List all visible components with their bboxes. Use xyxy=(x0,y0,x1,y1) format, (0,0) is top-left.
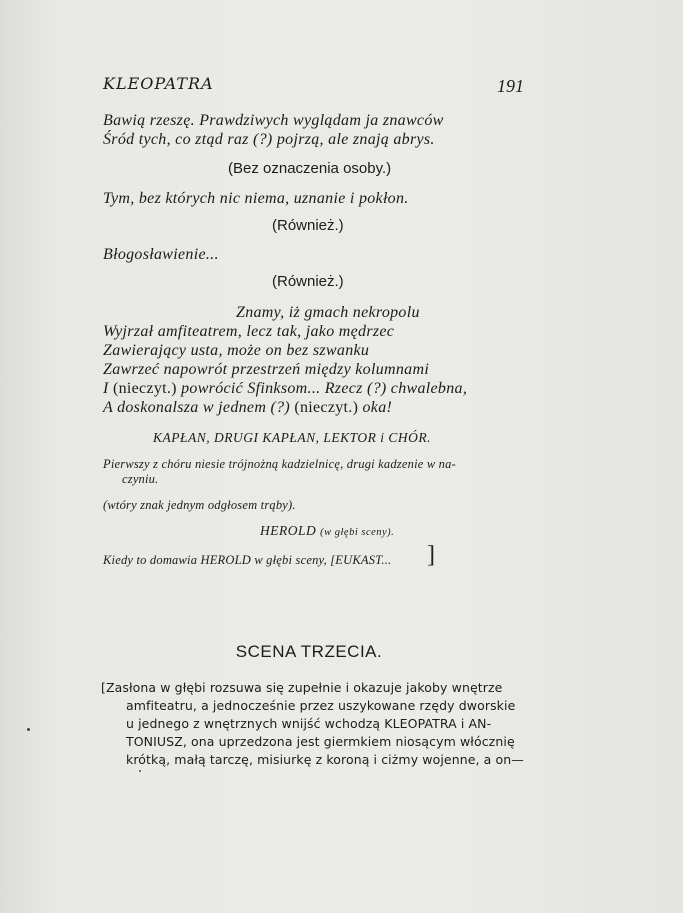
verse-segment: oka! xyxy=(358,399,393,416)
speaker-name: HEROLD xyxy=(260,523,317,538)
stage-direction: (wtóry znak jednym odgłosem trąby). xyxy=(103,498,296,512)
verse-line: Tym, bez których nic niema, uznanie i pokłon. xyxy=(103,190,409,207)
cast-list: KAPŁAN, DRUGI KAPŁAN, LEKTOR i CHÓR. xyxy=(153,430,432,445)
verse-segment: A doskonalsza w jednem (?) xyxy=(103,399,295,416)
running-header-title: KLEOPATRA xyxy=(103,74,214,93)
verse-line xyxy=(103,399,392,417)
scene-description-line: TONIUSZ, ona uprzedzona jest giermkiem niosącym włócznię xyxy=(126,734,515,749)
stage-direction: Kiedy to domawia HEROLD w głębi sceny, [EUKAST... xyxy=(103,553,392,567)
scene-description-line: amfiteatru, a jednocześnie przez uszykowane rzędy dworskie xyxy=(126,698,516,713)
verse-line: Znamy, iż gmach nekropolu xyxy=(236,304,420,321)
speaker-heading xyxy=(260,523,394,539)
illegible-note: (nieczyt.) xyxy=(294,399,359,416)
verse-segment: I xyxy=(103,380,113,397)
verse-segment: powrócić Sfinksom... Rzecz (?) chwalebna, xyxy=(176,380,468,397)
verse-line xyxy=(103,380,467,398)
paper-speck xyxy=(139,770,141,772)
verse-line: Bawią rzeszę. Prawdziwych wyglądam ja znawców xyxy=(103,112,444,129)
verse-line: Zawrzeć napowrót przestrzeń między kolumnami xyxy=(103,361,430,378)
stage-direction: (Bez oznaczenia osoby.) xyxy=(228,160,392,177)
scene-heading: SCENA TRZECIA. xyxy=(235,642,383,661)
verse-line: Błogosławienie... xyxy=(103,246,219,263)
page-number: 191 xyxy=(497,76,524,96)
illegible-note: (nieczyt.) xyxy=(112,380,177,397)
paper-speck xyxy=(27,728,30,731)
closing-bracket: ] xyxy=(427,542,435,568)
verse-line: Śród tych, co ztąd raz (?) pojrzą, ale znają abrys. xyxy=(103,131,435,148)
scene-description-line: [Zasłona w głębi rozsuwa się zupełnie i okazuje jakoby wnętrze xyxy=(101,680,503,695)
stage-direction-line: Pierwszy z chóru niesie trójnożną kadzielnicę, drugi kadzenie w na- xyxy=(103,457,456,471)
stage-direction: (Również.) xyxy=(272,273,344,290)
verse-line: Wyjrzał amfiteatrem, lecz tak, jako mędrzec xyxy=(103,323,395,340)
stage-direction-line: czyniu. xyxy=(122,472,159,486)
speaker-note: (w głębi sceny). xyxy=(320,527,395,538)
stage-direction: (Również.) xyxy=(272,217,344,234)
scene-description-line: krótką, małą tarczę, misiurkę z koroną i ciżmy wojenne, a on— xyxy=(126,752,524,767)
verse-line: Zawierający usta, może on bez szwanku xyxy=(103,342,370,359)
scene-description-line: u jednego z wnętrznych wnijść wchodzą KLEOPATRA i AN- xyxy=(126,716,492,731)
